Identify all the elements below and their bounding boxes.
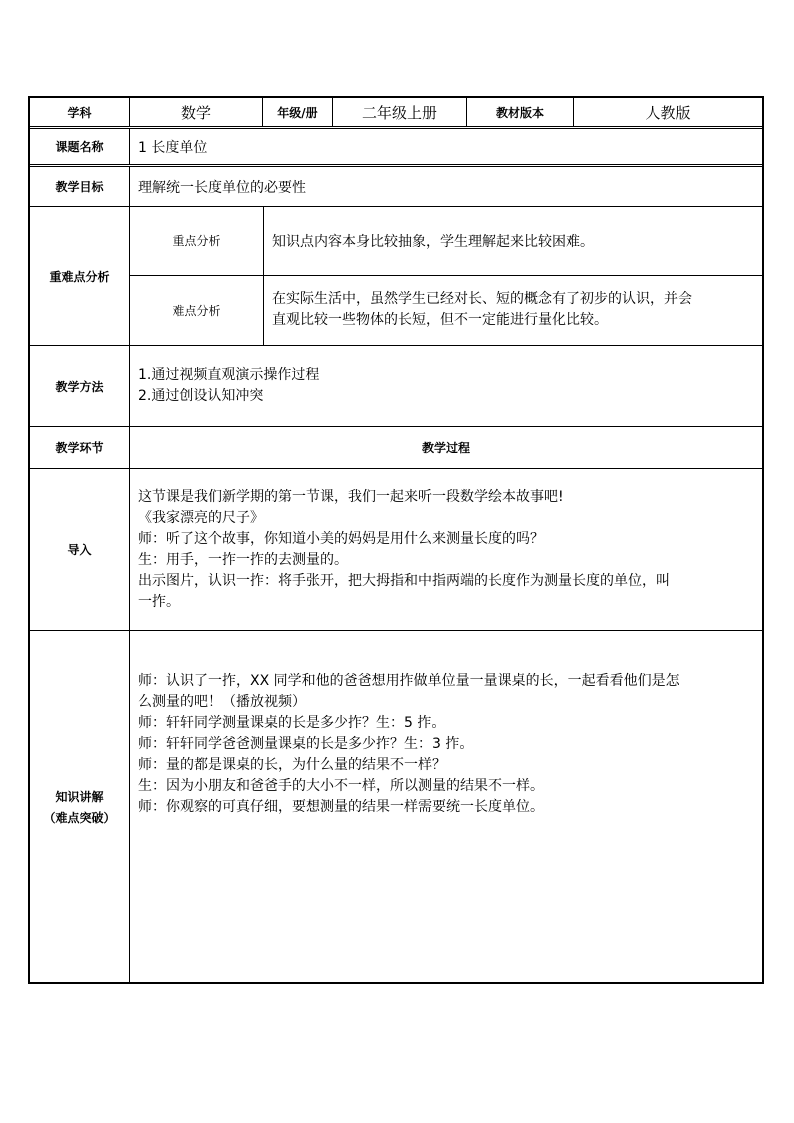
process-header-row — [30, 427, 762, 469]
knowledge-line: 师：轩轩同学爸爸测量课桌的长是多少拃？生：3 拃。 — [138, 736, 474, 752]
knowledge-label-sub: （难点突破） — [43, 810, 116, 825]
intro-line: 《我家漂亮的尺子》 — [138, 509, 264, 526]
lesson-value: 1 长度单位 — [138, 139, 208, 156]
intro-label: 导入 — [30, 469, 130, 630]
edition-label: 教材版本 — [467, 98, 574, 126]
analysis-row — [30, 207, 762, 346]
intro-line: 这节课是我们新学期的第一节课，我们一起来听一段数学绘本故事吧! — [138, 488, 564, 505]
knowledge-line: 师：认识了一拃，XX 同学和他的爸爸想用拃做单位量一量课桌的长，一起看看他们是怎 — [138, 673, 680, 689]
method-item: 1.通过视频直观演示操作过程 — [138, 367, 320, 383]
edition-value: 人教版 — [645, 103, 691, 122]
method-item: 2.通过创设认知冲突 — [138, 388, 264, 404]
header-row — [30, 98, 762, 129]
goal-value: 理解统一长度单位的必要性 — [138, 179, 306, 196]
process-header-value: 教学过程 — [421, 441, 470, 455]
difficult-line: 在实际生活中，虽然学生已经对长、短的概念有了初步的认识，并会 — [272, 291, 692, 308]
grade-label: 年级/册 — [263, 98, 333, 126]
knowledge-line: 师：量的都是课桌的长，为什么量的结果不一样？ — [138, 757, 446, 773]
methods-label: 教学方法 — [30, 346, 130, 426]
intro-line: 师：听了这个故事，你知道小美的妈妈是用什么来测量长度的吗？ — [138, 530, 544, 547]
grade-value: 二年级上册 — [333, 98, 467, 126]
difficult-point-text — [264, 276, 762, 346]
knowledge-label — [30, 631, 130, 982]
knowledge-text — [130, 631, 762, 982]
knowledge-line: 师：轩轩同学测量课桌的长是多少拃？生：5 拃。 — [138, 715, 446, 731]
methods-list — [130, 346, 762, 426]
goal-row — [30, 167, 762, 207]
intro-line: 出示图片，认识一拃：将手张开，把大拇指和中指两端的长度作为测量长度的单位，叫 — [138, 572, 670, 589]
key-point-label: 重点分析 — [130, 207, 264, 275]
analysis-subtable — [130, 207, 762, 345]
process-stage-label: 教学环节 — [30, 427, 130, 468]
knowledge-label-main: 知识讲解 — [55, 789, 104, 804]
intro-line: 一拃。 — [138, 593, 180, 610]
knowledge-line: 么测量的吧！（播放视频） — [138, 694, 306, 710]
knowledge-line: 师：你观察的可真仔细，要想测量的结果一样需要统一长度单位。 — [138, 799, 544, 815]
difficult-point-label: 难点分析 — [130, 276, 264, 346]
knowledge-line: 生：因为小朋友和爸爸手的大小不一样，所以测量的结果不一样。 — [138, 778, 544, 794]
subject-value: 数学 — [130, 98, 263, 126]
difficult-line: 直观比较一些物体的长短，但不一定能进行量化比较。 — [272, 312, 608, 329]
key-point-row — [130, 207, 762, 276]
lesson-label: 课题名称 — [30, 129, 130, 164]
difficult-point-row — [130, 276, 762, 346]
intro-text — [130, 469, 762, 630]
knowledge-row — [30, 631, 762, 982]
lesson-row — [30, 129, 762, 167]
goal-label: 教学目标 — [30, 167, 130, 206]
intro-row — [30, 469, 762, 631]
key-point-text: 知识点内容本身比较抽象，学生理解起来比较困难。 — [272, 233, 594, 250]
lesson-plan-table — [28, 96, 764, 984]
methods-row — [30, 346, 762, 427]
intro-line: 生：用手，一拃一拃的去测量的。 — [138, 551, 348, 568]
subject-label: 学科 — [30, 98, 130, 126]
analysis-label: 重难点分析 — [30, 207, 130, 345]
